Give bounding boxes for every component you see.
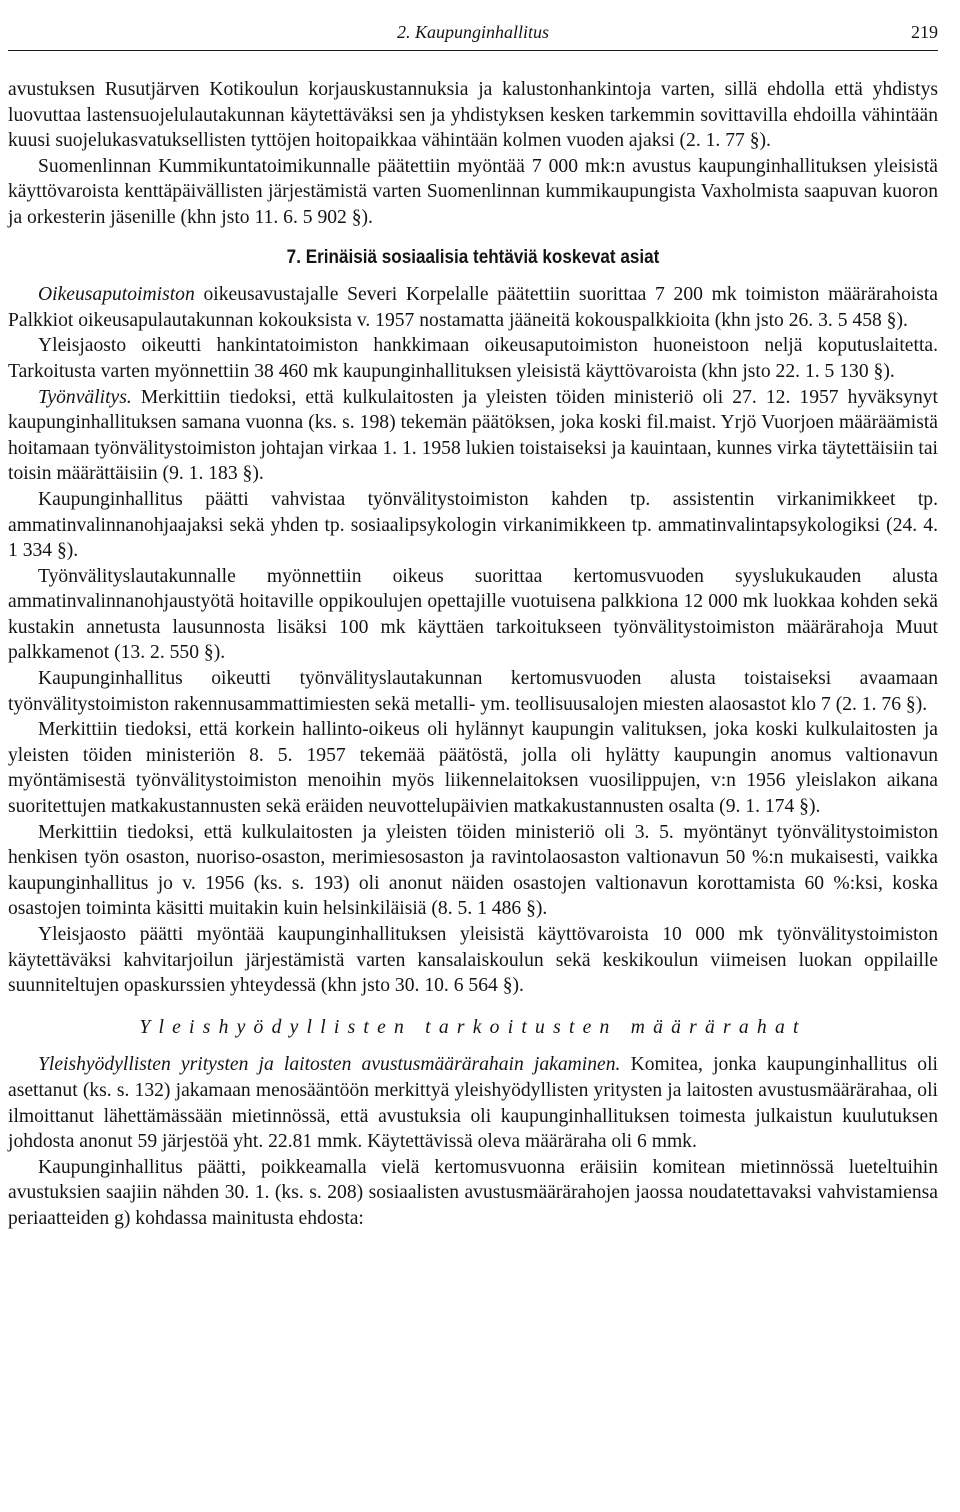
paragraph-text: Kaupunginhallitus oikeutti työnvälityslautakunnan kertomusvuoden alusta toistaiseksi avaamaan työnvälitystoimiston rakennusammattimiesten sekä metalli- ym. teollisuusalojen miesten alaosastot klo 7 (2. 1. 76 §). xyxy=(8,668,938,715)
running-header xyxy=(8,18,938,44)
paragraph-lead: Oikeusaputoimiston xyxy=(38,284,195,306)
paragraph-text: Kaupunginhallitus päätti vahvistaa työnvälitystoimiston kahden tp. assistentin virkanimikkeet tp. ammatinvalinnanohjaajaksi sekä yhden tp. sosiaalipsykologin virkanimikkeen tp. ammatinvalintapsykologiksi (24. 4. 1 334 §). xyxy=(8,488,938,562)
paragraph-text: Kaupunginhallitus päätti, poikkeamalla vielä kertomusvuonna eräisiin komitean mietinnössä lueteltuihin avustuksien saajiin nähden 30. 1. (ks. s. 208) sosiaalisten avustusmäärärahojen jaossa noudatettavaksi vahvistamiensa periaatteiden g) kohdassa mainitusta ehdosta: xyxy=(8,1156,938,1229)
paragraph xyxy=(8,820,938,922)
paragraph-text: Yleisjaosto päätti myöntää kaupunginhallituksen yleisistä käyttövaroista 10 000 mk työnvälitystoimiston käytettäväksi kahvitarjoilun järjestämistä varten kansalaiskoulun sekä keskikoulun viimeisen luokan oppilaille suunniteltujen opaskurssien yhteydessä (khn jsto 30. 10. 6 564 §). xyxy=(8,924,938,997)
paragraph xyxy=(8,564,938,666)
body-top xyxy=(8,77,938,231)
paragraph-text: Merkittiin tiedoksi, että korkein hallinto-oikeus oli hylännyt kaupungin valituksen, joka koski kulkulaitosten ja yleisten töiden ministeriön 8. 5. 1957 tekemää päätöstä, jolla oli hylätty kaupungin anomus valtionavun myöntämisestä työnvälitystoimiston menoihin myös liikennelaitoksen vuosilippujen, v:n 1956 yleislakon aikana suoritettujen matkakustannusten sekä eräiden neuvottelupäivien matkakustannusten osalta (9. 1. 174 §). xyxy=(8,719,938,818)
body-mid xyxy=(8,282,938,999)
paragraph xyxy=(8,333,938,384)
body-bottom xyxy=(8,1052,938,1231)
paragraph xyxy=(8,1155,938,1232)
paragraph-text: oikeusavustajalle Severi Korpelalle päätettiin suorittaa 7 200 mk toimiston määrärahoista Palkkiot oikeusapulautakunnan kokouksista v. 1957 nostamatta jääneitä kokouspalkkioita (khn jsto 26. 3. 5 458 §). xyxy=(8,284,938,331)
paragraph-lead: Yleishyödyllisten yritysten ja laitosten avustusmäärärahain jakaminen. xyxy=(38,1054,621,1076)
paragraph xyxy=(8,487,938,564)
paragraph xyxy=(8,282,938,333)
paragraph-text: Yleisjaosto oikeutti hankintatoimiston hankkimaan oikeusaputoimiston huoneistoon neljä koputuslaitetta. Tarkoitusta varten myönnettiin 38 460 mk kaupunginhallituksen yleisistä käyttövaroista (khn jsto 22. 1. 5 130 §). xyxy=(8,335,938,382)
spaced-heading: Yleishyödyllisten tarkoitusten määrärahat xyxy=(139,1016,807,1038)
paragraph xyxy=(8,1052,938,1154)
paragraph xyxy=(8,922,938,999)
paragraph-text: Työnvälityslautakunnalle myönnettiin oikeus suorittaa kertomusvuoden syyslukukauden alusta ammatinvalinnanohjaustyötä hoitaville oppikoulujen opettajille vuotuisena palkkiona 12 000 mk luokkaa kohden sekä kustakin annetusta lausunnosta lisäksi 100 mk käyttäen tarkoitukseen työnvälitystoimiston määrärahoja Muut palkkamenot (13. 2. 550 §). xyxy=(8,565,938,664)
paragraph xyxy=(8,385,938,487)
paragraph-text: Merkittiin tiedoksi, että kulkulaitosten ja yleisten töiden ministeriö oli 27. 12. 1957 hyväksynyt kaupunginhallituksen samana vuonna (ks. s. 198) tekemän päätöksen, joka koski fil.maist. Yrjö Vuorjoen määräämistä hoitamaan työnvälitystoimiston johtajan virkaa 1. 1. 1958 lukien toistaiseksi ja kauintaan, kunnes virka täytettäisiin tai toisin määrättäisiin (9. 1. 183 §). xyxy=(8,386,938,485)
paragraph: Suomenlinnan Kummikuntatoimikunnalle päätettiin myöntää 7 000 mk:n avustus kaupunginhallituksen yleisistä käyttövaroista kenttäpäivällisten järjestämistä varten Suomenlinnan kummikaupungista Vaxholmista saapuvan kuoron ja orkesterin jäsenille (khn jsto 11. 6. 5 902 §). xyxy=(8,155,938,228)
paragraph xyxy=(8,666,938,717)
paragraph-text: Komitea, jonka kaupunginhallitus oli asettanut (ks. s. 132) jakamaan menosääntöön merkittyä yleishyödyllisten yritysten ja laitosten avustusmäärärahaa, oli ilmoittanut lähettämässään mietinnössä, että avustuksia oli kaupunginhallituksen toimesta julkaistun kuulutuksen johdosta anonut 59 järjestöä yht. 22.81 mmk. Käytettävissä oleva määräraha oli 6 mmk. xyxy=(8,1054,938,1153)
paragraph: avustuksen Rusutjärven Kotikoulun korjauskustannuksia ja kalustonhankintoja varten, sillä ehdolla että yhdistys luovuttaa lastensuojelulautakunnan käytettäväksi sen ja yhdistyksen kesken tarkemmin sovittavilla ehdoilla vähintään kuusi suojelukasvatuksellisten tyttöjen hoitopaikkaa vähintään kolmen vuoden ajaksi (2. 1. 77 §). xyxy=(8,79,938,152)
page-number: 219 xyxy=(911,22,938,42)
paragraph-text: Merkittiin tiedoksi, että kulkulaitosten ja yleisten töiden ministeriö oli 3. 5. myöntänyt työnvälitystoimiston henkisen työn osaston, nuoriso-osaston, merimiesosaston ja ravintolaosaston valtionavun 50 %:n mukaisesti, vaikka kaupunginhallitus jo v. 1956 (ks. s. 193) oli anonut näiden osastojen valtionavun korottamista 60 %:ksi, koska osastojen toiminta käsitti muitakin kuin helsinkiläisiä (8. 5. 1 486 §). xyxy=(8,821,938,920)
header-gap xyxy=(8,51,938,77)
paragraph-lead: Työnvälitys. xyxy=(38,386,132,408)
paragraph xyxy=(8,717,938,819)
header-section-title: 2. Kaupunginhallitus xyxy=(396,22,549,42)
section-heading: 7. Erinäisiä sosiaalisia tehtäviä koskevat asiat xyxy=(286,246,660,268)
